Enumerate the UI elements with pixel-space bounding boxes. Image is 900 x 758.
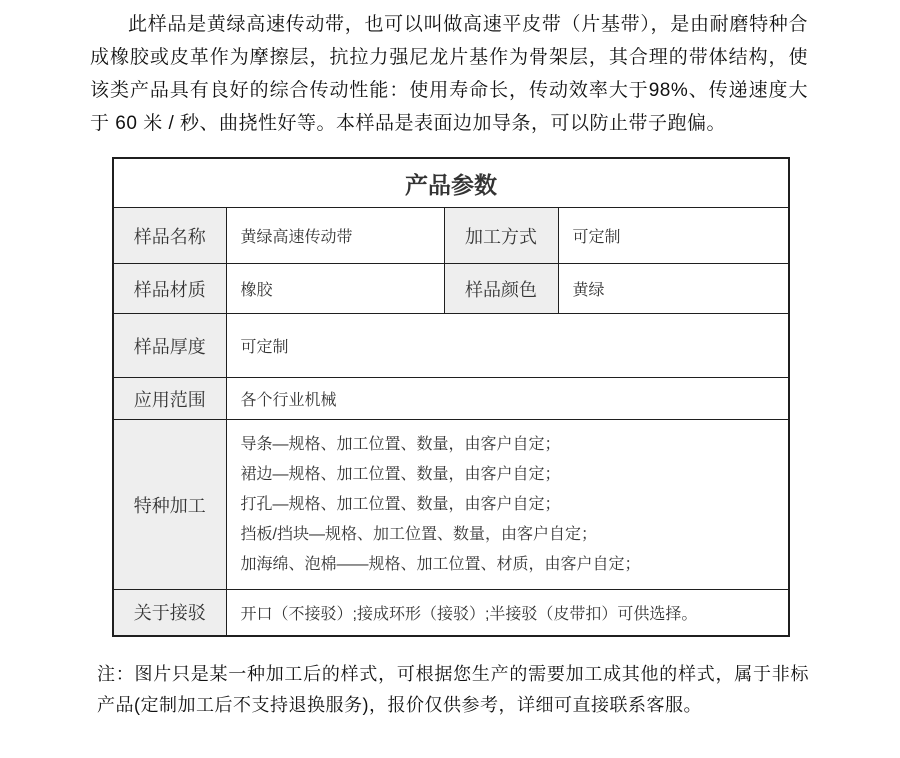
label-special-processing: 特种加工 [113,420,226,590]
table-title: 产品参数 [113,158,789,208]
value-sample-name: 黄绿高速传动带 [226,208,444,264]
table-row-sample-material [113,264,789,314]
special-processing-line-5: 加海绵、泡棉——规格、加工位置、材质，由客户自定； [240,555,641,573]
intro-paragraph: 此样品是黄绿高速传动带，也可以叫做高速平皮带（片基带），是由耐磨特种合成橡胶或皮革作为摩擦层，抗拉力强尼龙片基作为骨架层，其合理的带体结构，使该类产品具有良好的综合传动性能：使用寿命长，传动效率大于98%、传递速度大于 60 米 / 秒、曲挠性好等。本样品是表面边加导条，可以防止带子跑偏。 [90,14,808,134]
table-row-sample-thickness [113,314,789,378]
label-sample-thickness: 样品厚度 [113,314,226,378]
special-processing-line-4: 挡板/挡块—规格、加工位置、数量，由客户自定； [240,525,597,543]
value-sample-thickness: 可定制 [226,314,789,378]
value-processing-method: 可定制 [558,208,789,264]
value-application-range: 各个行业机械 [226,378,789,420]
value-special-processing [226,420,789,590]
special-processing-line-2: 裙边—规格、加工位置、数量，由客户自定； [240,465,561,483]
table-row-sample-name [113,208,789,264]
value-sample-color: 黄绿 [558,264,789,314]
label-processing-method: 加工方式 [444,208,558,264]
special-processing-line-3: 打孔—规格、加工位置、数量，由客户自定； [240,495,561,513]
table-row-joint-options [113,590,789,636]
value-joint-options: 开口（不接驳）;接成环形（接驳）;半接驳（皮带扣）可供选择。 [226,590,789,636]
table-row-application-range [113,378,789,420]
special-processing-line-1: 导条—规格、加工位置、数量，由客户自定； [240,435,561,453]
table-header-row [113,158,789,208]
value-sample-material: 橡胶 [226,264,444,314]
product-params-table [112,157,790,637]
label-sample-material: 样品材质 [113,264,226,314]
label-joint-options: 关于接驳 [113,590,226,636]
note-paragraph: 注：图片只是某一种加工后的样式，可根据您生产的需要加工成其他的样式，属于非标产品(定制加工后不支持退换服务)，报价仅供参考，详细可直接联系客服。 [97,663,809,715]
table-row-special-processing [113,420,789,590]
label-sample-name: 样品名称 [113,208,226,264]
label-sample-color: 样品颜色 [444,264,558,314]
label-application-range: 应用范围 [113,378,226,420]
